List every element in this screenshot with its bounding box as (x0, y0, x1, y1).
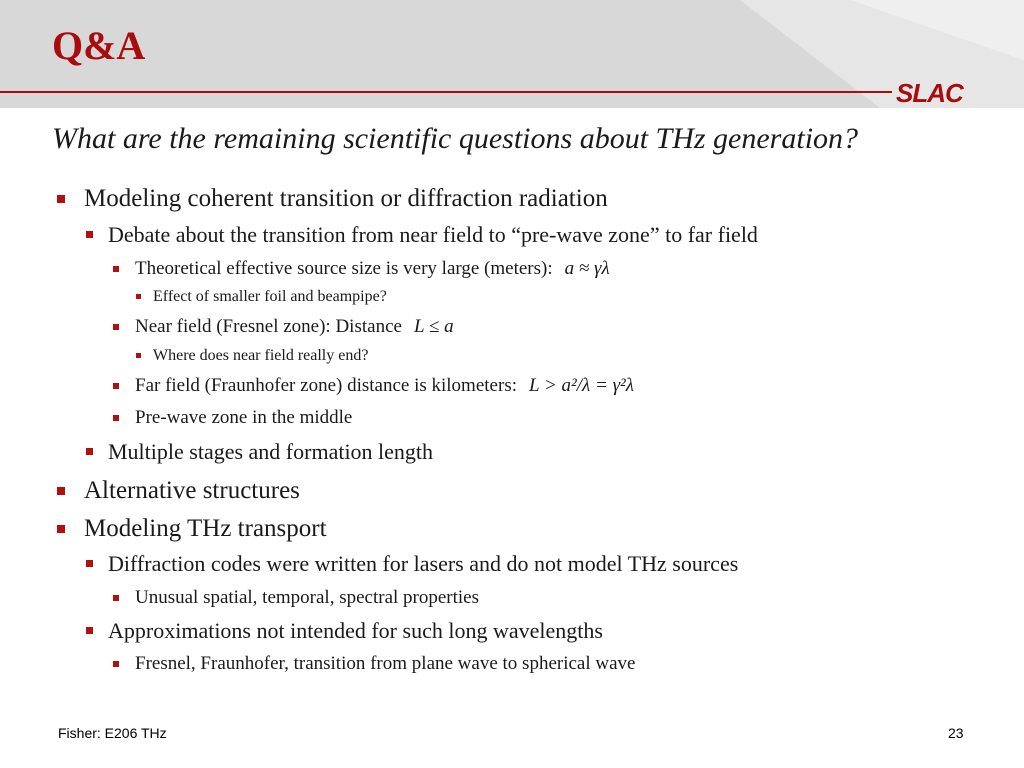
outline-item-level-4 (153, 287, 387, 307)
outline-item-text: Alternative structures (84, 477, 300, 504)
outline-item-text: Multiple stages and formation length (108, 439, 434, 464)
slac-logo (896, 78, 976, 106)
outline-item-text: Unusual spatial, temporal, spectral properties (135, 587, 480, 608)
outline-item-level-3 (135, 257, 610, 280)
outline-item-text: Modeling coherent transition or diffraction radiation (84, 185, 608, 212)
outline-item-text: Approximations not intended for such long wavelengths (108, 618, 603, 643)
bullet-marker (136, 294, 141, 299)
outline-item-text: Near field (Fresnel zone): Distance (135, 316, 402, 337)
header-band (0, 0, 1024, 108)
outline-item-level-2 (108, 439, 433, 465)
outline-item-text: Effect of smaller foil and beampipe? (153, 288, 387, 305)
outline-item-text: Where does near field really end? (153, 347, 369, 364)
outline-item-level-3 (135, 374, 634, 397)
outline-item-text: Modeling THz transport (84, 515, 327, 542)
outline-item-text: Debate about the transition from near field to “pre-wave zone” to far field (108, 222, 758, 247)
outline-item-level-2 (108, 222, 758, 248)
outline-item-math: a ≈ γλ (564, 258, 610, 279)
outline-item-level-1 (84, 184, 608, 214)
outline-item-level-3 (135, 652, 635, 675)
bullet-marker (113, 415, 119, 421)
outline-item-level-1 (84, 476, 300, 506)
bullet-marker (86, 560, 93, 567)
bullet-marker (57, 525, 65, 533)
outline-item-level-4 (153, 346, 368, 366)
bullet-marker (86, 231, 93, 238)
header-rule (0, 91, 892, 93)
outline-item-math: L ≤ a (413, 316, 454, 337)
bullet-marker (113, 595, 119, 601)
footer-left: Fisher: E206 THz (58, 725, 167, 741)
outline-item-text: Diffraction codes were written for lasers and do not model THz sources (108, 551, 739, 576)
outline-item-level-2 (108, 551, 738, 577)
bullet-marker (113, 324, 119, 330)
bullet-marker (86, 627, 93, 634)
bullet-marker (113, 266, 119, 272)
bullet-marker (57, 195, 65, 203)
outline-item-level-3 (135, 586, 479, 609)
bullet-marker (57, 487, 65, 495)
outline-item-level-3 (135, 406, 352, 429)
outline-item-text: Pre-wave zone in the middle (135, 407, 353, 428)
outline-item-level-2 (108, 618, 603, 644)
outline-item-text: Theoretical effective source size is very large (meters): (135, 258, 553, 279)
outline-item-level-1 (84, 514, 327, 544)
bullet-marker (113, 383, 119, 389)
outline-item-text: Far field (Fraunhofer zone) distance is kilometers: (135, 375, 517, 396)
slide-subtitle: What are the remaining scientific questions about THz generation? (52, 122, 859, 155)
bullet-marker (136, 353, 141, 358)
bullet-marker (86, 448, 93, 455)
slac-logo-text: SLAC (896, 78, 963, 106)
page-number: 23 (948, 725, 964, 741)
bullet-marker (113, 661, 119, 667)
slide-title: Q&A (52, 23, 146, 68)
outline-item-level-3 (135, 315, 454, 338)
outline-item-text: Fresnel, Fraunhofer, transition from plane wave to spherical wave (135, 653, 636, 674)
outline-item-math: L > a²/λ = γ²λ (529, 375, 634, 396)
